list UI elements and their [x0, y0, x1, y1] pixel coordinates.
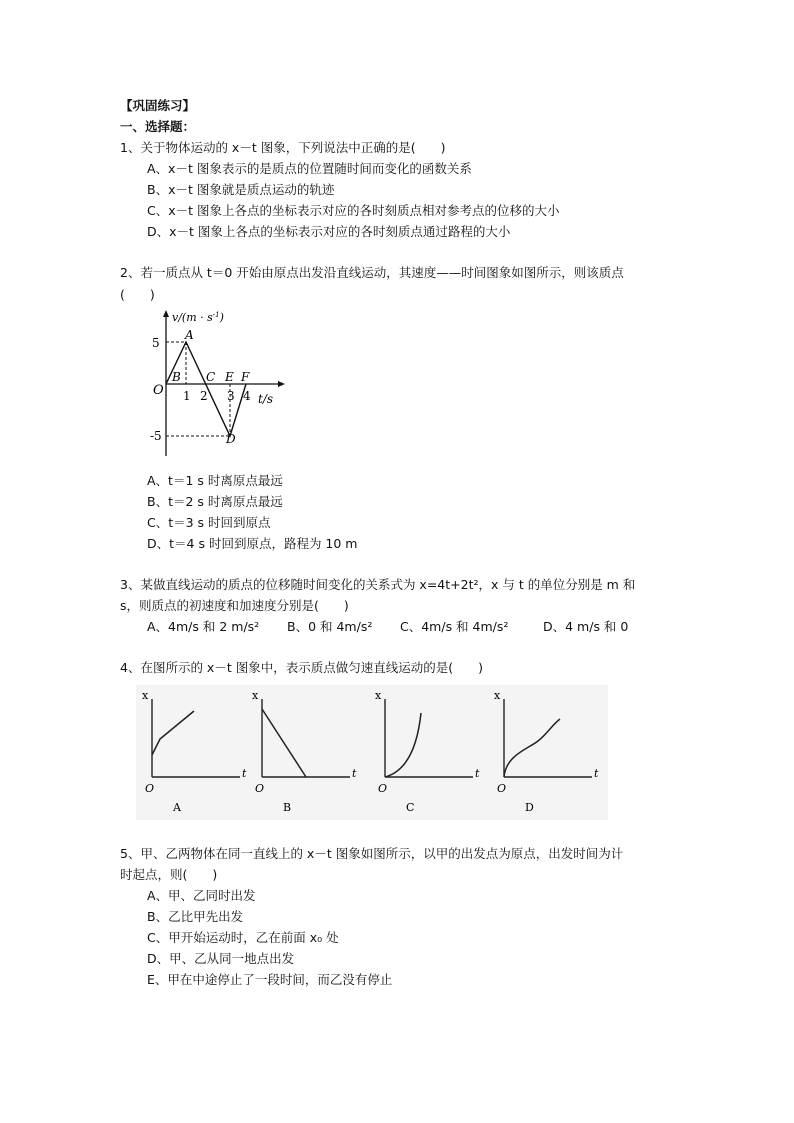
graph-a-t-label: t	[242, 767, 247, 780]
question-2-stem-cont: ( )	[120, 287, 155, 302]
question-1-option-a: A、x－t 图象表示的是质点的位置随时间而变化的函数关系	[147, 161, 472, 176]
point-b: B	[172, 370, 181, 384]
point-e: E	[225, 370, 234, 384]
question-1-option-d: D、x－t 图象上各点的坐标表示对应的各时刻质点通过路程的大小	[147, 224, 511, 239]
point-c: C	[206, 370, 216, 384]
question-3-option-b: B、0 和 4m/s²	[287, 619, 373, 634]
x-tick-3: 3	[227, 389, 235, 403]
point-f: F	[241, 370, 250, 384]
graph-b-caption: B	[283, 801, 292, 814]
graph-c-t-label: t	[475, 767, 480, 780]
section-heading: 【巩固练习】	[120, 98, 196, 113]
point-d: D	[226, 432, 236, 446]
question-2-stem: 2、若一质点从 t＝0 开始由原点出发沿直线运动，其速度——时间图象如图所示，则该质点	[120, 265, 624, 280]
graph-d-origin: O	[497, 782, 507, 795]
question-5-stem-cont: 时起点，则( )	[120, 867, 218, 882]
question-5-option-d: D、甲、乙从同一地点出发	[147, 951, 295, 966]
graph-b-origin: O	[255, 782, 265, 795]
question-3-stem-cont: s，则质点的初速度和加速度分别是( )	[120, 598, 349, 613]
graphs-panel-bg	[136, 685, 608, 820]
section-subheading: 一、选择题：	[120, 119, 196, 134]
origin-label: O	[153, 383, 164, 398]
x-tick-1: 1	[183, 389, 191, 403]
velocity-time-graph	[148, 308, 288, 460]
question-3-option-a: A、4m/s 和 2 m/s²	[147, 619, 260, 634]
question-3-option-c: C、4m/s 和 4m/s²	[400, 619, 509, 634]
graph-c-x-label: x	[375, 689, 382, 702]
x-axis-arrow	[278, 381, 285, 387]
y-axis-label: $v/(m \cdot s^{-1})$	[172, 311, 224, 324]
question-3-option-d: D、4 m/s 和 0	[543, 619, 629, 634]
question-5-stem: 5、甲、乙两物体在同一直线上的 x－t 图象如图所示，以甲的出发点为原点，出发时间为计	[120, 846, 624, 861]
xt-graphs-panel	[136, 685, 608, 820]
x-tick-2: 2	[200, 389, 208, 403]
y-tick-minus5: -5	[150, 429, 162, 443]
x-axis-label: t/s	[258, 392, 274, 406]
question-3-stem: 3、某做直线运动的质点的位移随时间变化的关系式为 x=4t+2t²，x 与 t 的单位分别是 m 和	[120, 577, 636, 592]
graph-a-x-label: x	[142, 689, 149, 702]
question-2-option-b: B、t＝2 s 时离原点最远	[147, 494, 283, 509]
question-2-option-c: C、t＝3 s 时回到原点	[147, 515, 271, 530]
x-tick-4: 4	[243, 389, 251, 403]
question-2-option-d: D、t＝4 s 时回到原点，路程为 10 m	[147, 536, 358, 551]
question-1-option-b: B、x－t 图象就是质点运动的轨迹	[147, 182, 335, 197]
question-2-option-a: A、t＝1 s 时离原点最远	[147, 473, 283, 488]
question-5-option-c: C、甲开始运动时，乙在前面 x₀ 处	[147, 930, 339, 945]
graph-c-origin: O	[378, 782, 388, 795]
graph-a-caption: A	[173, 801, 181, 814]
question-1-option-c: C、x－t 图象上各点的坐标表示对应的各时刻质点相对参考点的位移的大小	[147, 203, 560, 218]
graph-b-x-label: x	[252, 689, 259, 702]
y-axis-arrow	[163, 310, 169, 317]
graph-a-origin: O	[145, 782, 155, 795]
question-5-option-b: B、乙比甲先出发	[147, 909, 244, 924]
question-5-option-e: E、甲在中途停止了一段时间，而乙没有停止	[147, 972, 393, 987]
y-tick-5: 5	[152, 336, 160, 350]
question-4-stem: 4、在图所示的 x－t 图象中，表示质点做匀速直线运动的是( )	[120, 660, 483, 675]
question-5-option-a: A、甲、乙同时出发	[147, 888, 256, 903]
point-a: A	[185, 328, 194, 342]
graph-c-caption: C	[406, 801, 415, 814]
graph-d-x-label: x	[494, 689, 501, 702]
graph-d-t-label: t	[594, 767, 599, 780]
graph-b-t-label: t	[352, 767, 357, 780]
graph-d-caption: D	[525, 801, 534, 814]
question-1-stem: 1、关于物体运动的 x－t 图象，下列说法中正确的是( )	[120, 140, 446, 155]
